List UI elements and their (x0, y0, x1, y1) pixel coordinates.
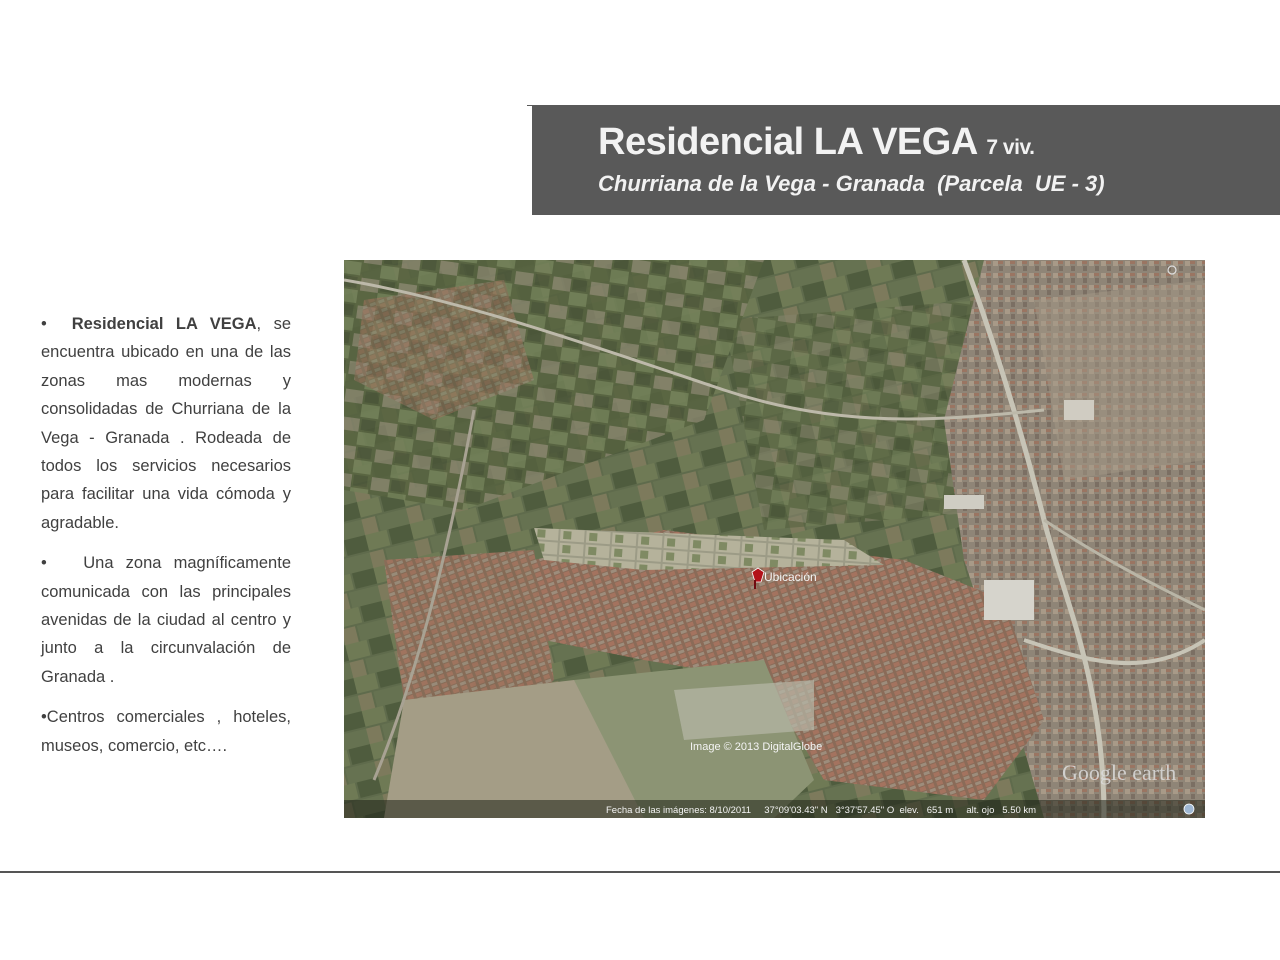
header-accent-line (527, 105, 539, 106)
paragraph-location-text: , se encuentra ubicado en una de las zonas mas modernas y consolidadas de Churriana de la Vega - Granada . Rodeada de todos los servicios necesarios para facilitar una vida cómoda y agradable. (41, 315, 291, 532)
page-title (598, 121, 1034, 164)
title-suffix: 7 viv. (986, 136, 1035, 159)
page-subtitle: Churriana de la Vega - Granada (Parcela UE - 3) (598, 171, 1105, 196)
google-earth-logo: Google earth (1062, 760, 1177, 785)
paragraph-connections: • Una zona magníficamente comunicada con las principales avenidas de la ciudad al centro y junto a la circunvalación de Granada . (41, 554, 291, 686)
title-main: Residencial LA VEGA (598, 121, 977, 163)
paragraph-location-bold: Residencial LA VEGA (71, 315, 257, 333)
satellite-map-image (344, 260, 1205, 818)
globe-status-icon (1184, 804, 1194, 814)
image-credit: Image © 2013 DigitalGlobe (690, 741, 823, 753)
satellite-map[interactable] (344, 260, 1205, 818)
description-text (41, 310, 291, 772)
map-status-bar: Fecha de las imágenes: 8/10/2011 37°09'03.43" N 3°37'57.45" O elev. 651 m alt. ojo 5.50 km (606, 805, 1037, 816)
pin-label: Ubicación (764, 570, 817, 584)
paragraph-location: • Residencial LA VEGA, se encuentra ubicado en una de las zonas mas modernas y consolidadas de Churriana de la Vega - Granada . Rodeada de todos los servicios necesarios para facilitar una vida cómoda y agradable. (41, 315, 291, 532)
header-band (532, 105, 1280, 215)
footer-divider (0, 871, 1280, 873)
paragraph-connections-text: Una zona magníficamente comunicada con las principales avenidas de la ciudad al centro y junto a la circunvalación de Granada . (41, 554, 291, 686)
paragraph-services: •Centros comerciales , hoteles, museos, comercio, etc…. (41, 708, 291, 755)
